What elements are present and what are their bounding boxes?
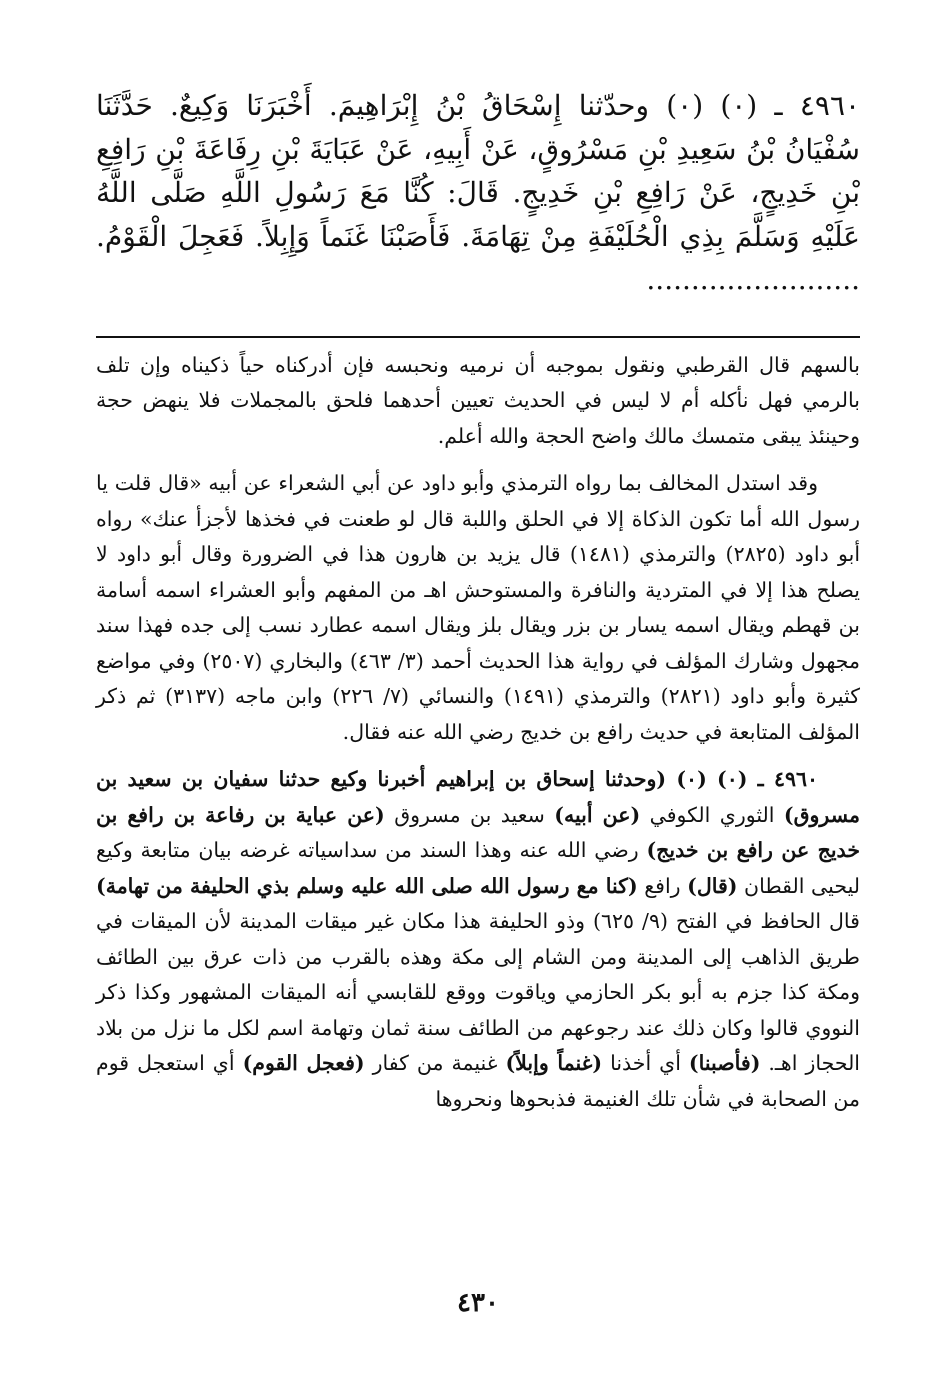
- commentary-segment: رضي الله عنه وهذا السند من سداسياته غرضه بيان متابعة وكيع ليحيى القطان: [96, 838, 860, 898]
- footnote-divider: [96, 336, 860, 338]
- commentary-paragraph-3: [96, 762, 860, 1117]
- commentary-bold-segment: (قال): [687, 873, 738, 898]
- commentary-bold-segment: ٤٩٦٠ ـ (٠) (٠) (وحدثنا إسحاق بن إبراهيم أخبرنا وكيع حدثنا سفيان بن سعيد بن مسروق): [96, 767, 861, 827]
- commentary-bold-segment: (عن عباية بن رفاعة بن رافع بن خديج عن رافع بن خديج): [96, 802, 860, 862]
- commentary-segment: غنيمة من كفار: [364, 1051, 506, 1075]
- commentary-segment: الثوري الكوفي: [640, 802, 784, 827]
- commentary-bold-segment: (فأصبنا): [688, 1051, 761, 1075]
- commentary-segment: أي أخذنا: [602, 1051, 689, 1075]
- page-number: ٤٣٠: [457, 1288, 499, 1318]
- commentary-segment: رافع: [637, 873, 688, 898]
- commentary-bold-segment: (عن أبيه): [554, 802, 641, 827]
- commentary-paragraph-2: وقد استدل المخالف بما رواه الترمذي وأبو داود عن أبي الشعراء عن أبيه «قال قلت يا رسول الله أما تكون الذكاة إلا في الحلق واللبة قال لو طعنت في فخذها لأجزأ عنك» رواه أبو داود (٢٨٢٥) والترمذي (١٤٨١) قال يزيد بن هارون هذا في الضرورة وقال أبو داود لا يصلح هذا إلا في المتردية والنافرة والمستوحش اهـ من المفهم وأبو العشراء اسمه أسامة بن قهطم ويقال اسمه يسار بن بزر ويقال بلز ويقال اسمه عطارد نسب إلى جده فهذا سند مجهول وشارك المؤلف في رواية هذا الحديث أحمد (٣/ ٤٦٣) والبخاري (٢٥٠٧) وفي مواضع كثيرة وأبو داود (٢٨٢١) والترمذي (١٤٩١) والنسائي (٧/ ٢٢٦) وابن ماجه (٣١٣٧) ثم ذكر المؤلف المتابعة في حديث رافع بن خديج رضي الله عنه فقال.: [96, 471, 861, 744]
- commentary-bold-segment: (فعجل القوم): [242, 1051, 365, 1075]
- commentary-segment: أي استعجل قوم من الصحابة في شأن تلك الغنيمة فذبحوها ونحروها: [96, 1051, 860, 1111]
- commentary-bold-segment: (كنا مع رسول الله صلى الله عليه وسلم بذي الحليفة من تهامة): [96, 873, 638, 898]
- hadith-text: ٤٩٦٠ ـ (٠) (٠) وحدّثنا إِسْحَاقُ بْنُ إِبْرَاهِيمَ. أَخْبَرَنَا وَكِيعٌ. حَدَّثَنَا سُفْيَانُ بْنُ سَعِيدِ بْنِ مَسْرُوقٍ، عَنْ أَبِيهِ، عَنْ عَبَايَةَ بْنِ رِفَاعَةَ بْنِ رَافِعِ بْنِ خَدِيجٍ، عَنْ رَافِعِ بْنِ خَدِيجٍ. قَالَ: كُنَّا مَعَ رَسُولِ اللَّهِ صَلَّى اللَّهُ عَلَيْهِ وَسَلَّمَ بِذِي الْحُلَيْفَةِ مِنْ تِهَامَةَ. فَأَصَبْنَا غَنَماً وَإِبِلاً. فَعَجِلَ الْقَوْمُ. ........................: [96, 89, 861, 296]
- commentary-paragraph-1: بالسهم قال القرطبي ونقول بموجبه أن نرميه ونحبسه فإن أدركناه حياً ذكيناه وإن تلف بالرمي فهل نأكله أم لا ليس في الحديث تعيين أحدهما فلحق بالمجملات فلا ينهض حجة وحينئذ يبقى متمسك مالك واضح الحجة والله أعلم.: [96, 352, 860, 448]
- commentary-segment: قال الحافظ في الفتح (٩/ ٦٢٥) وذو الحليفة هذا مكان غير ميقات المدينة لأن الميقات في طريق الذاهب إلى المدينة ومن الشام إلى مكة وهذه بالقرب من ذات عرق بين الطائف ومكة كذا جزم به أبو بكر الحازمي وياقوت ووقع للقابسي أنه الميقات المشهور وكذا ذكر النووي قالوا وكان ذلك عند رجوعهم من الطائف سنة ثمان وتهامة اسم لكل ما نزل من بلاد الحجاز اهـ.: [96, 909, 861, 1075]
- commentary-bold-segment: (غنماً وإبلاً): [505, 1051, 603, 1075]
- document-page: [96, 84, 860, 1344]
- commentary-segment: سعيد بن مسروق: [384, 802, 555, 827]
